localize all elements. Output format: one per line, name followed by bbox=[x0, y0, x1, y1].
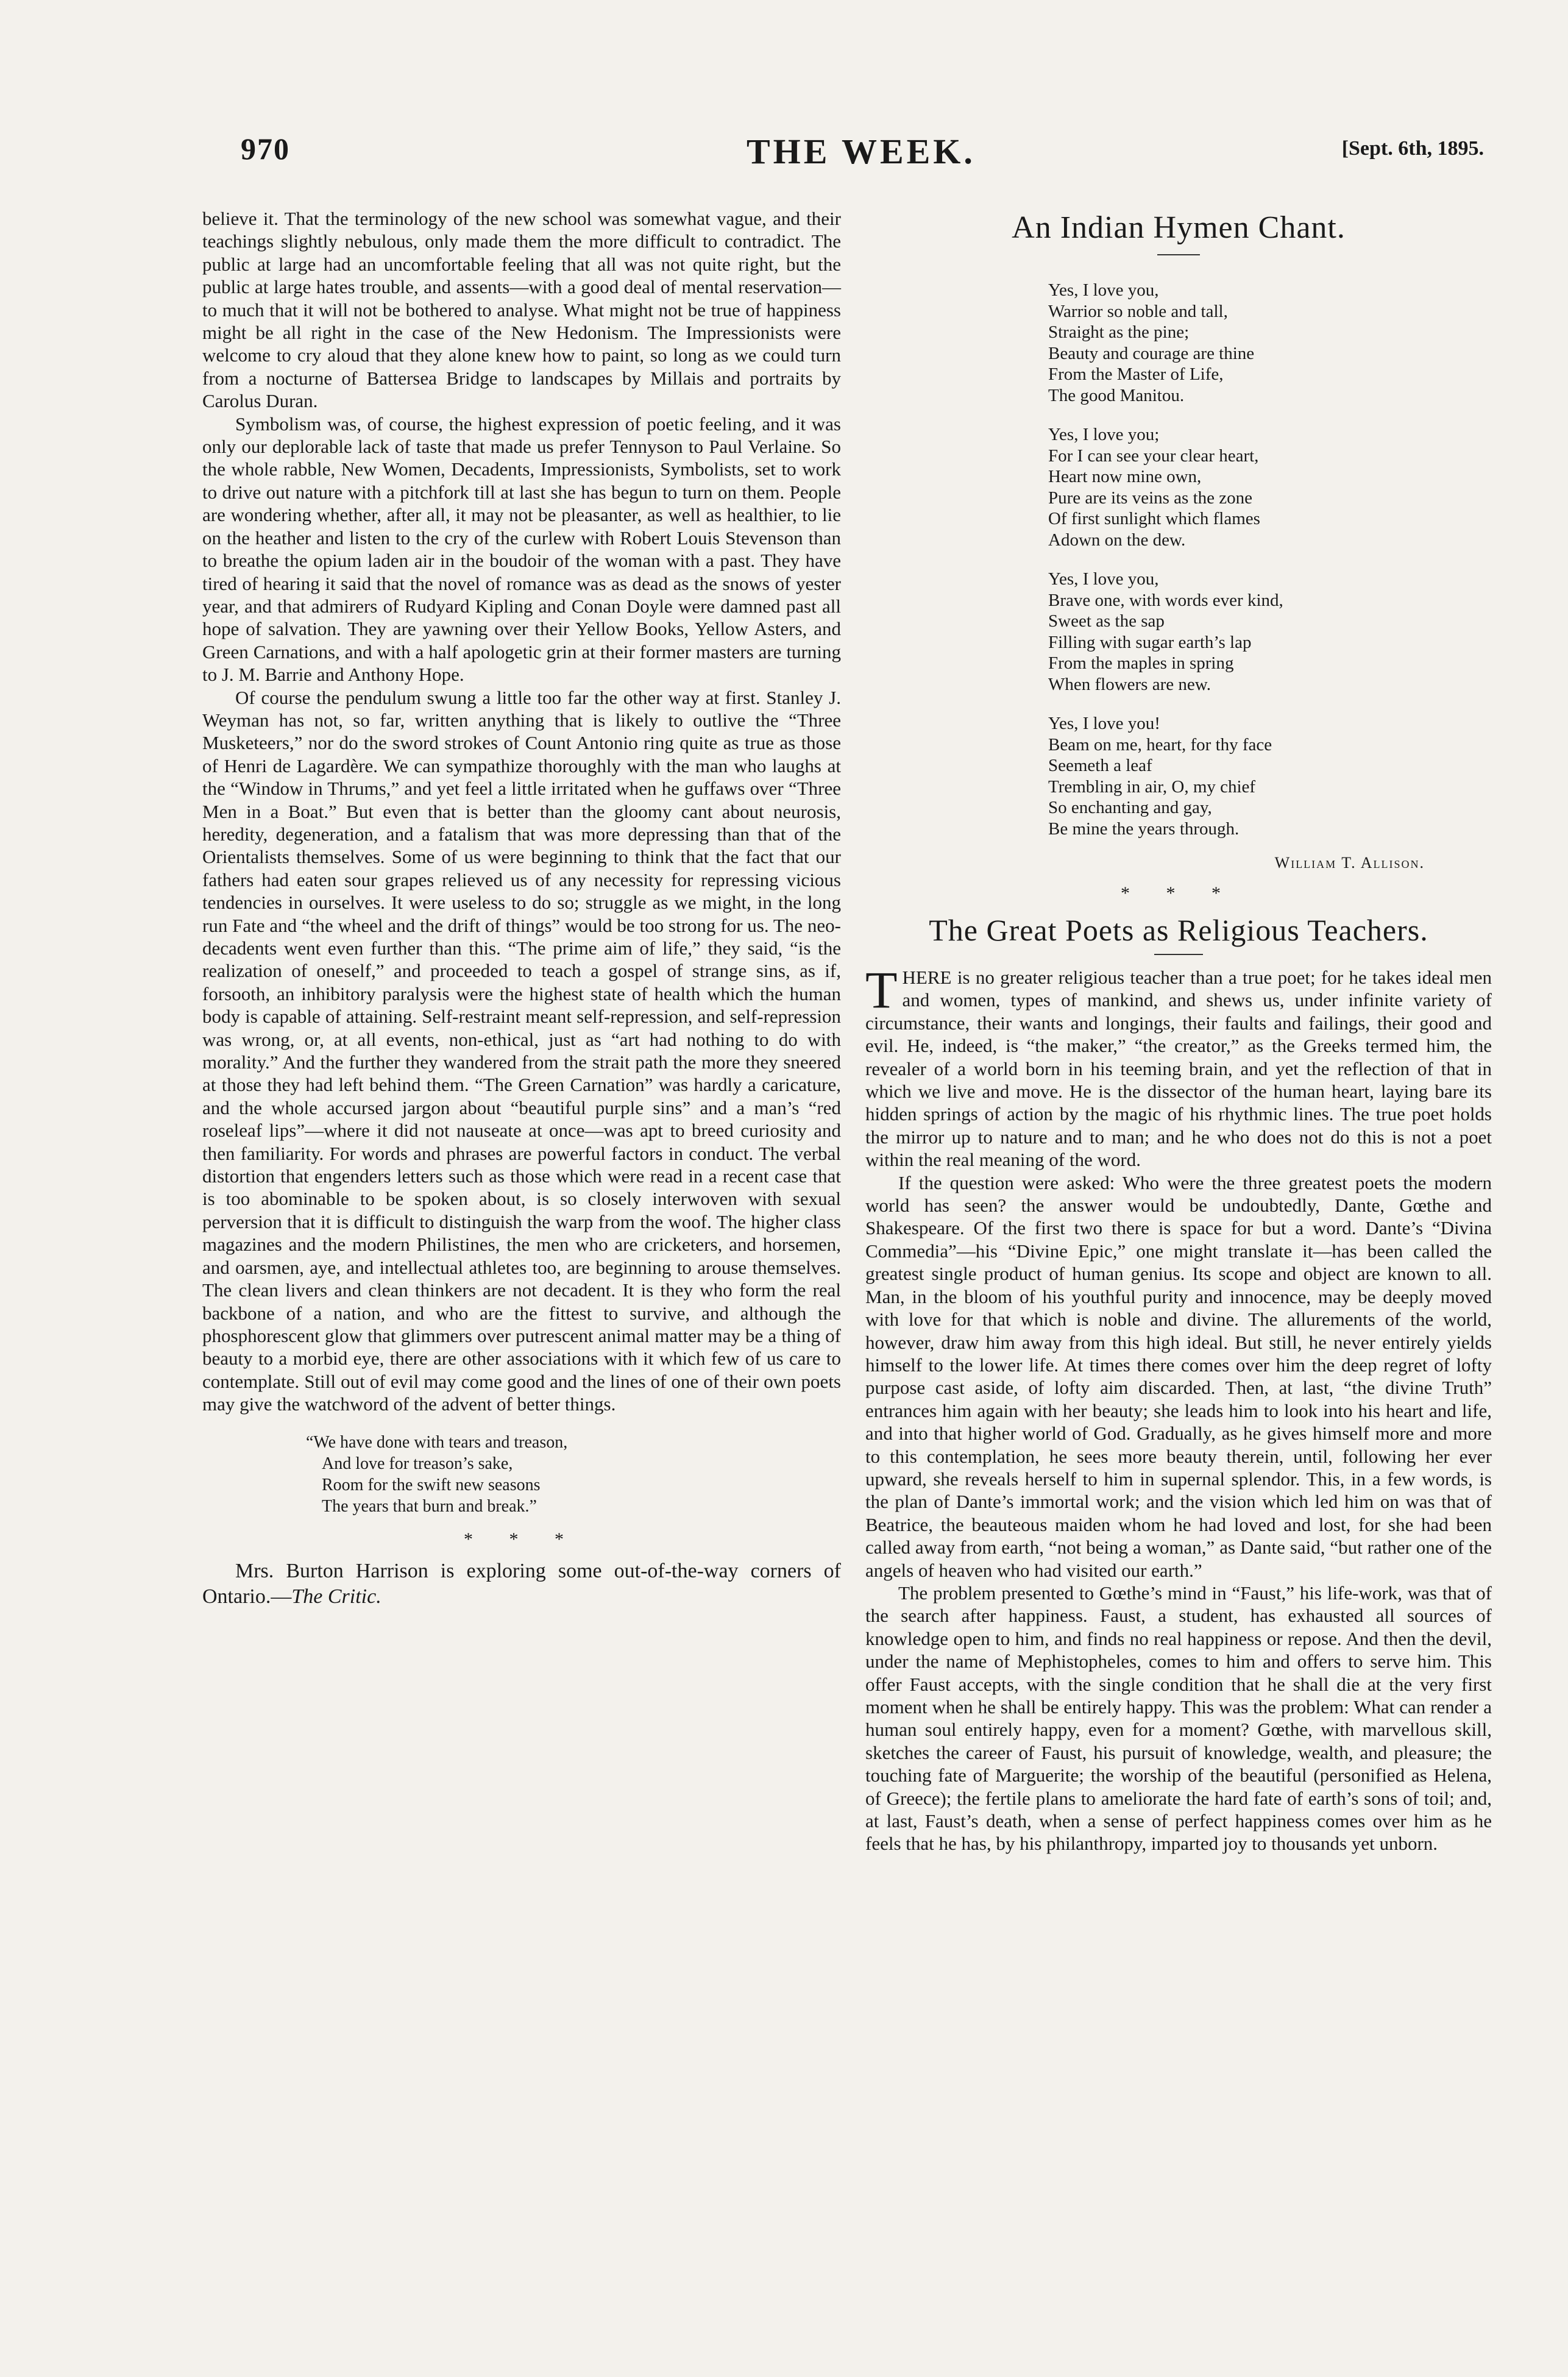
poem-line: Straight as the pine; bbox=[1048, 322, 1190, 342]
masthead: THE WEEK. bbox=[747, 132, 976, 171]
article-paragraph: Of course the pendulum swung a little too far the other way at first. Stanley J. Weyman has not, so far, written anything that is likely to outlive the “Three Musketeers,” nor do the sword strokes of Count Antonio ring quite as true as those of Henri de Lagardère. We can sympathize thoroughly with the man who laughs at the “Window in Thrums,” and yet feel a little irritated when he guffaws over “Three Men in a Boat.” But even that is better than the gloomy cant about neurosis, heredity, degeneration, and a fatalism that was more depressing than that of the Orientalists themselves. Some of us were beginning to think that the fact that our fathers had eaten sour grapes relieved us of any necessity for repressing vicious tendencies in ourselves. It were useless to do so; struggle as we might, in the long run Fate and “the wheel and the drift of things” would be too strong for us. The neo-decadents went even further than this. “The prime aim of life,” they said, “is the realization of oneself,” and proceeded to teach a gospel of strange sins, as if, forsooth, an inhibitory paralysis were the highest state of health which the human body is capable of attaining. Self-restraint meant self-repression, and self-repression was wrong, or, at all events, non-ethical, just as “art had nothing to do with morality.” And the further they wandered from the strait path the more they sneered at those they had left behind them. “The Green Carnation” was hardly a caricature, and the whole accursed jargon about “beautiful purple sins” and a man’s “red roseleaf lips”—where it did not nauseate at once—was apt to breed curiosity and then familiarity. For words and phrases are powerful factors in conduct. The verbal distortion that engenders letters such as those which were read in a recent case that is too abominable to be spoken about, is so closely interwoven with sexual perversion that it is difficult to distinguish the warp from the woof. The higher class magazines and the modern Philistines, the men who are cricketers, and horsemen, and oarsmen, aye, and intellectual athletes too, are beginning to arouse themselves. The clean livers and clean thinkers are not decadent. It is they who form the real backbone of a nation, and who are the fittest to survive, and although the phosphorescent glow that glimmers over putrescent animal matter may be a thing of beauty to a morbid eye, there are other associations with it which few of us care to contemplate. Still out of evil may come good and the lines of one of their own poets may give the watchword of the advent of better things. bbox=[202, 686, 841, 1415]
poem-stanza bbox=[1048, 713, 1492, 839]
news-note bbox=[202, 1558, 841, 1610]
quoted-verse bbox=[306, 1432, 841, 1517]
poem-line: Warrior so noble and tall, bbox=[1048, 301, 1228, 321]
essay-paragraph-text: HERE is no greater religious teacher than a true poet; for he takes ideal men and women, types of mankind, and shews us, under infinite variety of circumstance, their wants and longings, their faults and failings, their good and evil. He, indeed, is “the maker,” “the creator,” as the Greeks termed him, the revealer of a world born in his teeming brain, and yet the reflection of that in which we live and move. He is the dissector of the human heart, laying bare its hidden springs of action by the magic of his rhythmic lines. The true poet holds the mirror up to nature and to man; and he who does not do this is not a poet within the real meaning of the word. bbox=[865, 967, 1492, 1171]
poem-line: Trembling in air, O, my chief bbox=[1048, 776, 1256, 797]
verse-line: Room for the swift new seasons bbox=[322, 1475, 541, 1494]
poem-stanza bbox=[1048, 424, 1492, 550]
poem-line: Yes, I love you! bbox=[1048, 714, 1160, 733]
poem-line: When flowers are new. bbox=[1048, 674, 1211, 694]
issue-date: [Sept. 6th, 1895. bbox=[1341, 137, 1484, 160]
poem-line: Be mine the years through. bbox=[1048, 819, 1240, 839]
article-paragraph: Symbolism was, of course, the highest expression of poetic feeling, and it was only our deplorable lack of taste that made us prefer Tennyson to Paul Verlaine. So the whole rabble, New Women, Decadents, Impressionists, Symbolists, set to work to drive out nature with a pitchfork till at last she has begun to turn on them. People are wondering whether, after all, it may not be pleasanter, as well as healthier, to lie on the heather and listen to the cry of the curlew with Robert Louis Stevenson than to breathe the opium laden air in the boudoir of the woman with a past. They have tired of hearing it said that the novel of romance was as dead as the snows of yester year, and that admirers of Rudyard Kipling and Conan Doyle were damned past all hope of salvation. They are yawning over their Yellow Books, Yellow Asters, and Green Carnations, and with a half apologetic grin at their former masters are turning to J. M. Barrie and Anthony Hope. bbox=[202, 413, 841, 686]
drop-cap: T bbox=[865, 961, 898, 1019]
essay-paragraph bbox=[865, 961, 1492, 1171]
article-paragraph: believe it. That the terminology of the new school was somewhat vague, and their teachings slightly nebulous, only made them the more difficult to contradict. The public at large had an uncomfortable feeling that all was not quite right, but the public at large hates trouble, and assents—with a good deal of mental reservation—to much that it will not be bothered to analyse. What might not be true of happiness might be all right in the case of the New Hedonism. The Impressionists were welcome to cry aloud that they alone knew how to paint, so long as we could turn from a nocturne of Battersea Bridge to landscapes by Millais and portraits by Carolus Duran. bbox=[202, 208, 841, 412]
verse-line: “We have done with tears and treason, bbox=[306, 1432, 568, 1452]
title-rule bbox=[1154, 954, 1203, 955]
news-note-source: The Critic. bbox=[291, 1585, 381, 1608]
poem-line: Seemeth a leaf bbox=[1048, 756, 1152, 775]
verse-line: The years that burn and break.” bbox=[322, 1496, 537, 1516]
poem-line: Yes, I love you, bbox=[1048, 569, 1159, 589]
section-divider: * * * bbox=[464, 1529, 580, 1549]
poem-line: Adown on the dew. bbox=[1048, 530, 1186, 550]
page-number: 970 bbox=[241, 132, 290, 166]
news-note-text: Mrs. Burton Harrison is exploring some out-of-the-way corners of Ontario.— bbox=[202, 1559, 841, 1608]
poem-line: Beam on me, heart, for thy face bbox=[1048, 734, 1272, 755]
section-divider: * * * bbox=[1121, 883, 1236, 903]
poem-line: Pure are its veins as the zone bbox=[1048, 488, 1253, 508]
poem-line: Filling with sugar earth’s lap bbox=[1048, 632, 1252, 652]
poem-line: Of first sunlight which flames bbox=[1048, 509, 1260, 528]
poem-line: Heart now mine own, bbox=[1048, 467, 1202, 486]
poem-line: Yes, I love you; bbox=[1048, 425, 1160, 444]
title-rule bbox=[1157, 254, 1200, 255]
right-column bbox=[865, 207, 1492, 1855]
poem-line: Brave one, with words ever kind, bbox=[1048, 590, 1283, 610]
essay-title: The Great Poets as Religious Teachers. bbox=[929, 913, 1428, 947]
page-header bbox=[241, 131, 1496, 186]
poem-title: An Indian Hymen Chant. bbox=[1012, 210, 1346, 245]
poem-line: From the maples in spring bbox=[1048, 653, 1234, 673]
essay-paragraph: The problem presented to Gœthe’s mind in “Faust,” his life-work, was that of the search after happiness. Faust, a student, has exhausted all sources of knowledge open to him, and finds no real happiness or repose. And then the devil, under the name of Mephistopheles, comes to him and offers to serve him. This offer Faust accepts, with the single condition that he shall die at the very first moment when he shall be entirely happy. This was the problem: What can render a human soul entirely happy, even for a moment? Gœthe, with marvellous skill, sketches the career of Faust, his pursuit of knowledge, wealth, and pleasure; the touching fate of Marguerite; the worship of the beautiful (personified as Helena, of Greece); the fertile plans to ameliorate the hard fate of earth’s sons of toil; and, at last, Faust’s death, when a sense of perfect happiness comes over him as he feels that he has, by his philanthropy, imparted joy to thousands yet unborn. bbox=[865, 1582, 1492, 1855]
poem-line: So enchanting and gay, bbox=[1048, 798, 1212, 817]
verse-line: And love for treason’s sake, bbox=[322, 1454, 513, 1473]
poem-line: Beauty and courage are thine bbox=[1048, 343, 1255, 363]
poem-line: For I can see your clear heart, bbox=[1048, 446, 1259, 466]
poem-line: Sweet as the sap bbox=[1048, 611, 1165, 631]
poem-stanza bbox=[1048, 280, 1492, 406]
poem-line: Yes, I love you, bbox=[1048, 280, 1159, 300]
poem-line: The good Manitou. bbox=[1048, 385, 1185, 405]
poem-line: From the Master of Life, bbox=[1048, 364, 1224, 384]
poem-stanza bbox=[1048, 569, 1492, 695]
left-column bbox=[202, 207, 841, 1610]
essay-paragraph: If the question were asked: Who were the three greatest poets the modern world has seen? the answer would be undoubtedly, Dante, Gœthe and Shakespeare. Of the first two there is space for but a word. Dante’s “Divina Commedia”—his “Divine Epic,” one might translate it—has been called the greatest single product of human genius. Its scope and object are known to all. Man, in the bloom of his youthful purity and innocence, may be deeply moved with love for that which is noble and divine. The allurements of the world, however, draw him away from this high ideal. But still, he never entirely yields himself to the lower life. At times there comes over him the deep regret of lofty purpose cast aside, of lofty aim discarded. Then, at last, “the divine Truth” entrances him again with her beauty; she leads him to look into his heart and life, and into that higher world of God. Gradually, as he gives himself more and more to this contemplation, he sees more beauty therein, until, following her ever upward, she reveals herself to him in supernal splendor. This, in a few words, is the plan of Dante’s immortal work; and the vision which led him on was that of Beatrice, the beauteous maiden whom he had loved and lost, for she had been called away from earth, “not being a woman,” as Dante said, “but rather one of the angels of heaven who had visited our earth.” bbox=[865, 1171, 1492, 1581]
poem-author: William T. Allison. bbox=[1274, 854, 1425, 872]
